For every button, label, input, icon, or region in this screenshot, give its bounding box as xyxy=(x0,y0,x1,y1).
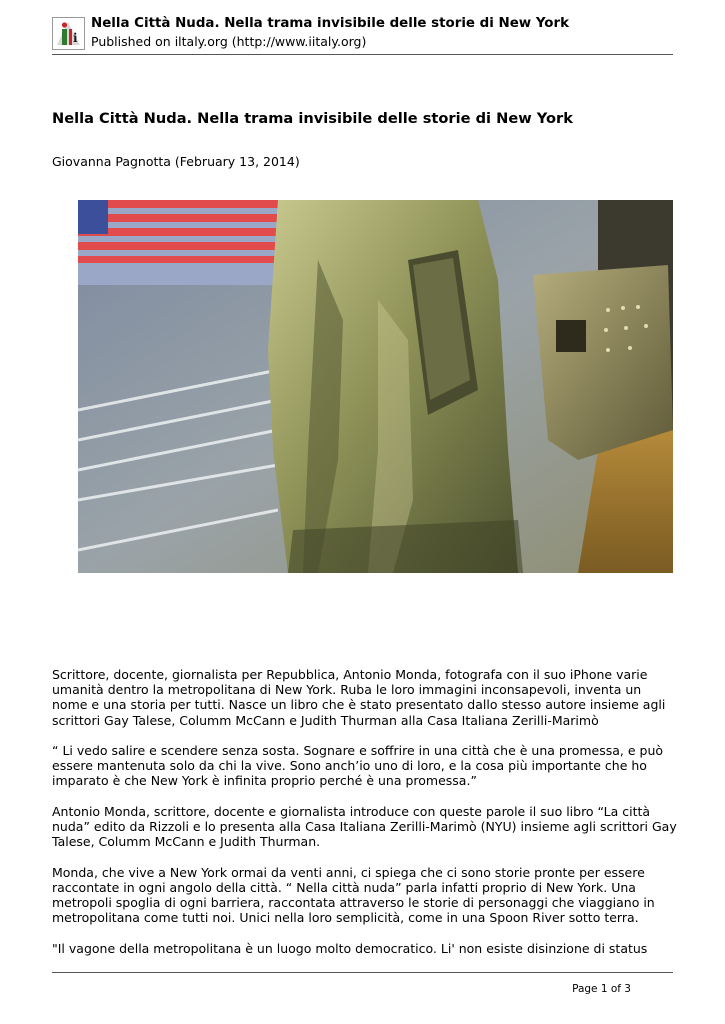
logo-graphic xyxy=(53,18,84,49)
article-byline: Giovanna Pagnotta (February 13, 2014) xyxy=(52,154,300,169)
paragraph: Scrittore, docente, giornalista per Repubblica, Antonio Monda, fotografa con il suo iPhone varie umanità dentro la metropolitana di New York. Ruba le loro immagini inconsapevoli, inventa un nome e una storia per tutti. Nasce un libro che è stato presentato dallo stesso autore insieme agli scrittori Gay Talese, Columm McCann e Judith Thurman alla Casa Italiana Zerilli-Marimò xyxy=(52,667,666,728)
header-divider xyxy=(52,54,673,55)
article-photo xyxy=(78,200,673,573)
article-body xyxy=(52,667,677,971)
iitaly-logo xyxy=(52,17,85,50)
footer-divider xyxy=(52,972,673,973)
header-title: Nella Città Nuda. Nella trama invisibile delle storie di New York xyxy=(91,16,569,31)
page-number: Page 1 of 3 xyxy=(572,983,631,995)
paragraph: "Il vagone della metropolitana è un luogo molto democratico. Li' non esiste disinzione di status xyxy=(52,940,648,956)
paragraph: Monda, che vive a New York ormai da venti anni, ci spiega che ci sono storie pronte per essere raccontate in ogni angolo della città. “ Nella città nuda” parla infatti proprio di New York. Una metropoli spoglia di ogni barriera, raccontata attraverso le storie di personaggi che viaggiano in metropolitana come tutti noi. Unici nella loro semplicità, come in una Spoon River sotto terra. xyxy=(52,864,655,926)
published-source: Published on iltaly.org (http://www.iitaly.org) xyxy=(91,34,367,49)
paragraph: “ Li vedo salire e scendere senza sosta. Sognare e soffrire in una città che è una promessa, e può essere mantenuta solo da chi la vive. Sono anch’io uno di loro, e la cosa più importante che ho imparato è che New York è infinita proprio perché è una promessa.” xyxy=(52,743,664,789)
subway-photo-illustration xyxy=(78,200,673,573)
article-title: Nella Città Nuda. Nella trama invisibile delle storie di New York xyxy=(52,110,573,127)
svg-text:i: i xyxy=(73,31,78,45)
document-header xyxy=(52,16,673,54)
paragraph: Antonio Monda, scrittore, docente e giornalista introduce con queste parole il suo libro “La città nuda” edito da Rizzoli e lo presenta alla Casa Italiana Zerilli-Marimò (NYU) insieme agli scrittori Gay Talese, Columm McCann e Judith Thurman. xyxy=(52,803,677,850)
